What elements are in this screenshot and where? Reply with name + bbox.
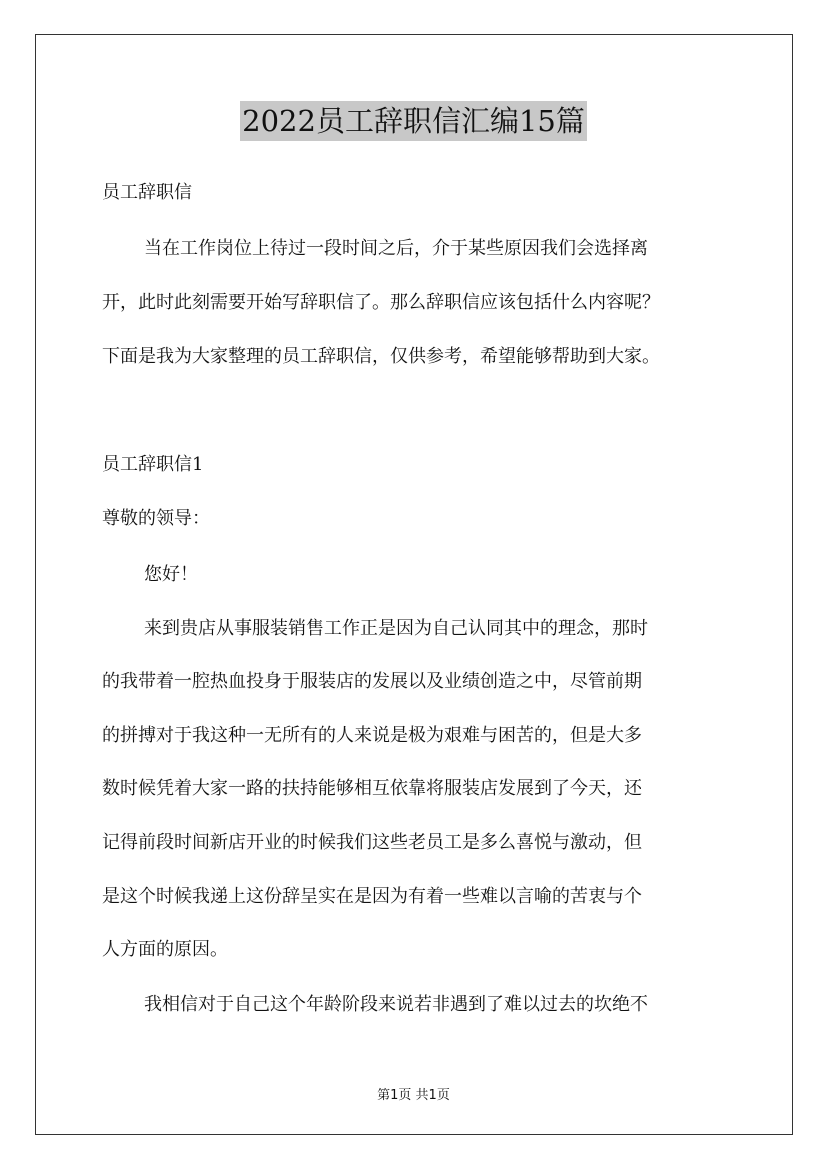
- section-heading: 员工辞职信: [102, 182, 192, 203]
- paragraph-line: 是这个时候我递上这份辞呈实在是因为有着一些难以言喻的苦衷与个: [102, 886, 642, 907]
- document-title: 2022员工辞职信汇编15篇: [240, 101, 587, 141]
- document-title-block: [0, 101, 827, 141]
- paragraph-line: 的我带着一腔热血投身于服装店的发展以及业绩创造之中，尽管前期: [102, 671, 642, 692]
- paragraph-line: 人方面的原因。: [102, 939, 228, 960]
- paragraph-line: 我相信对于自己这个年龄阶段来说若非遇到了难以过去的坎绝不: [144, 994, 648, 1015]
- paragraph-line: 数时候凭着大家一路的扶持能够相互依靠将服装店发展到了今天，还: [102, 778, 642, 799]
- page-footer: 第1页 共1页: [377, 1088, 450, 1103]
- paragraph-line: 的拼搏对于我这种一无所有的人来说是极为艰难与困苦的，但是大多: [102, 725, 642, 746]
- intro-line: 开，此时此刻需要开始写辞职信了。那么辞职信应该包括什么内容呢？: [102, 292, 660, 313]
- intro-line: 下面是我为大家整理的员工辞职信，仅供参考，希望能够帮助到大家。: [102, 346, 660, 367]
- paragraph-line: 来到贵店从事服装销售工作正是因为自己认同其中的理念，那时: [144, 618, 648, 639]
- salutation: 尊敬的领导：: [102, 508, 210, 529]
- letter-heading: 员工辞职信1: [102, 454, 204, 475]
- greeting: 您好！: [144, 564, 198, 585]
- intro-line: 当在工作岗位上待过一段时间之后，介于某些原因我们会选择离: [144, 238, 648, 259]
- paragraph-line: 记得前段时间新店开业的时候我们这些老员工是多么喜悦与激动，但: [102, 832, 642, 853]
